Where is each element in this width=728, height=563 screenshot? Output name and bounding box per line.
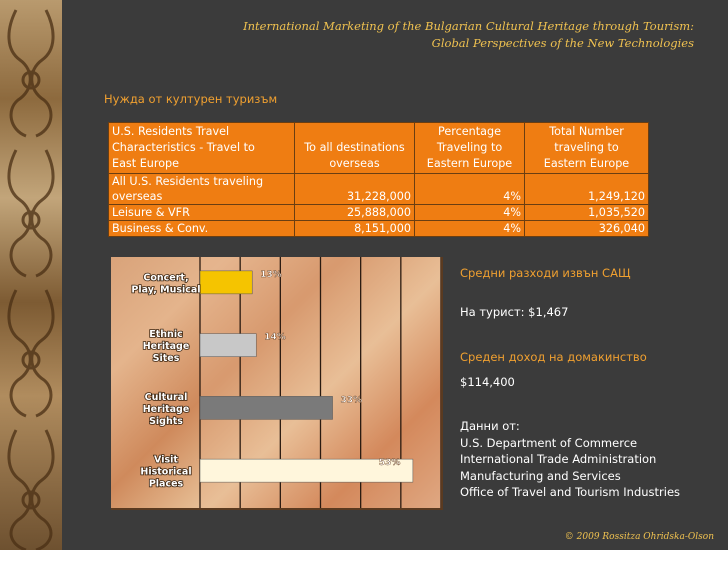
- header-line-1: International Marketing of the Bulgarian Cultural Heritage through Tourism:: [243, 19, 694, 33]
- row-percentage: 4%: [415, 221, 525, 237]
- category-label: Historical: [140, 466, 192, 478]
- row-label: Leisure & VFR: [109, 205, 295, 221]
- bar-value-label: 14%: [264, 332, 286, 343]
- table-row: [109, 174, 649, 205]
- category-label: Sites: [152, 353, 180, 365]
- chart-svg: [111, 257, 441, 508]
- per-tourist-spending: На турист: $1,467: [460, 305, 569, 319]
- travel-table: [108, 122, 649, 237]
- category-label: Heritage: [142, 403, 190, 415]
- data-sources: [460, 418, 680, 501]
- row-all-destinations: 25,888,000: [295, 205, 415, 221]
- row-percentage: 4%: [415, 205, 525, 221]
- spending-title: Средни разходи извън САЩ: [460, 266, 631, 280]
- row-total: 326,040: [525, 221, 649, 237]
- bar: [200, 396, 333, 419]
- bar-value-label: 53%: [378, 458, 401, 469]
- category-label: Play, Musical: [131, 284, 201, 296]
- row-percentage: 4%: [415, 174, 525, 205]
- presentation-header: [243, 18, 694, 52]
- section-title: Нужда от културен туризъм: [104, 92, 278, 106]
- source-title: Данни от:: [460, 419, 520, 433]
- table-row: [109, 221, 649, 237]
- category-label: Visit: [154, 454, 178, 466]
- row-total: 1,035,520: [525, 205, 649, 221]
- header-percentage: Percentage Traveling to Eastern Europe: [415, 123, 525, 174]
- header-all-destinations: To all destinations overseas: [295, 123, 415, 174]
- source-line: International Trade Administration: [460, 452, 657, 466]
- row-total: 1,249,120: [525, 174, 649, 205]
- cultural-activities-chart: [111, 257, 443, 510]
- header-characteristics: U.S. Residents Travel Characteristics - Travel to East Europe: [109, 123, 295, 174]
- income-title: Среден доход на домакинство: [460, 350, 647, 364]
- source-line: Office of Travel and Tourism Industries: [460, 485, 681, 499]
- category-label: Sights: [149, 415, 183, 427]
- source-line: Manufacturing and Services: [460, 468, 621, 483]
- row-all-destinations: 31,228,000: [295, 174, 415, 205]
- bar-value-label: 33%: [340, 395, 363, 406]
- row-label: Business & Conv.: [109, 221, 295, 237]
- category-label: Concert,: [143, 272, 189, 284]
- copyright: © 2009 Rossitza Ohridska-Olson: [564, 532, 714, 542]
- category-label: Places: [148, 478, 184, 490]
- ornament-pattern-icon: [0, 0, 62, 550]
- income-value: $114,400: [460, 375, 515, 389]
- header-line-2: Global Perspectives of the New Technologies: [431, 36, 694, 50]
- table-header-row: [109, 123, 649, 174]
- bar: [200, 271, 252, 294]
- row-all-destinations: 8,151,000: [295, 221, 415, 237]
- bar-value-label: 13%: [260, 269, 282, 280]
- source-line: U.S. Department of Commerce: [460, 435, 638, 450]
- bar: [200, 334, 256, 357]
- table-row: [109, 205, 649, 221]
- header-total-number: Total Number traveling to Eastern Europe: [525, 123, 649, 174]
- category-label: Heritage: [142, 341, 190, 353]
- category-label: Cultural: [144, 391, 188, 403]
- row-label: All U.S. Residents traveling overseas: [109, 174, 295, 205]
- category-label: Ethnic: [149, 329, 183, 341]
- ornamental-border: [0, 0, 62, 550]
